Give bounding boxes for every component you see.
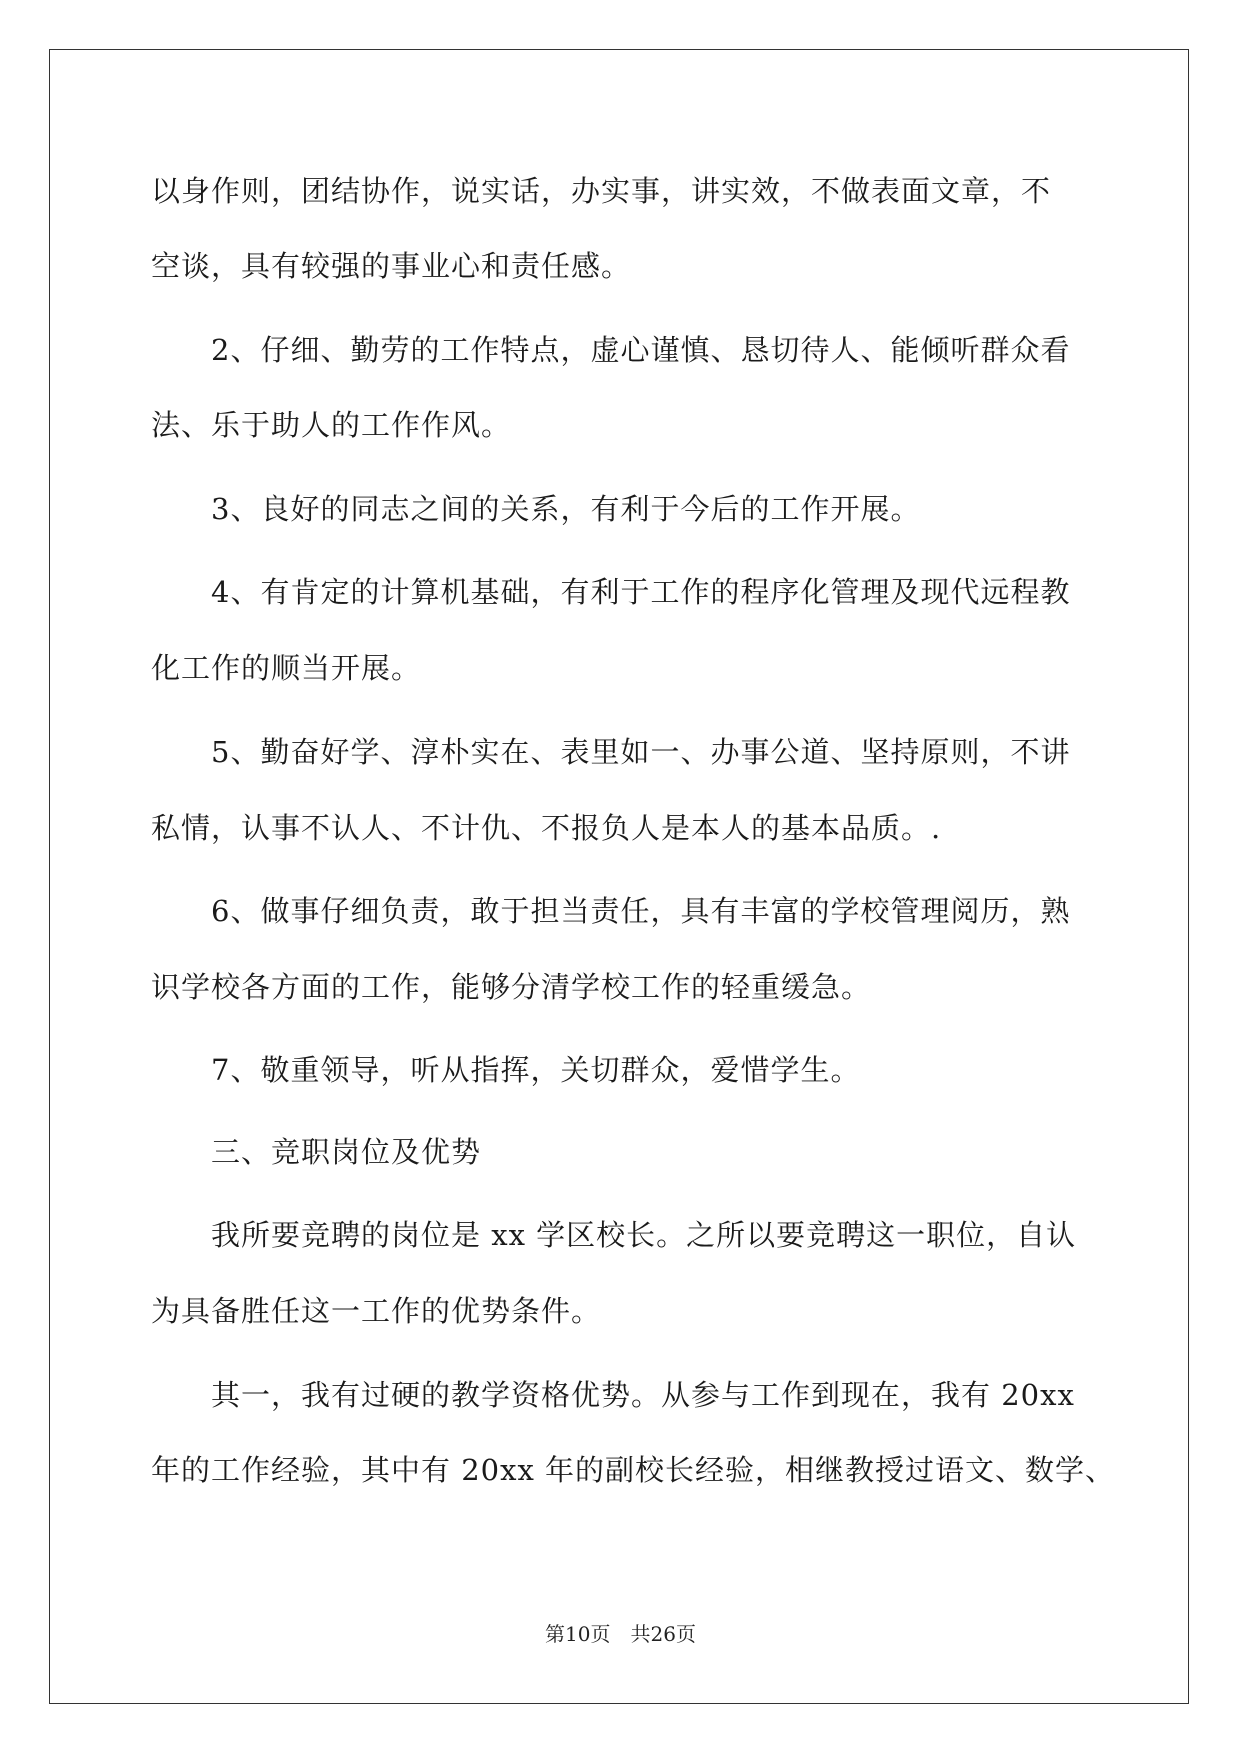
text-line: 我所要竞聘的岗位是 xx 学区校长。之所以要竞聘这一职位，自认 xyxy=(151,1218,1077,1252)
text-line: 化工作的顺当开展。 xyxy=(151,651,422,685)
text-line: 年的工作经验，其中有 20xx 年的副校长经验，相继教授过语文、数学、 xyxy=(151,1453,1116,1487)
text-line: 私情，认事不认人、不计仇、不报负人是本人的基本品质。. xyxy=(151,811,942,845)
text-line: 3、良好的同志之间的关系，有利于今后的工作开展。 xyxy=(151,492,921,526)
text-line: 2、仔细、勤劳的工作特点，虚心谨慎、恳切待人、能倾听群众看 xyxy=(151,333,1071,367)
section-heading: 三、竞职岗位及优势 xyxy=(151,1135,482,1169)
text-line: 法、乐于助人的工作作风。 xyxy=(151,408,512,442)
text-line: 5、勤奋好学、淳朴实在、表里如一、办事公道、坚持原则，不讲 xyxy=(151,735,1071,769)
text-line: 其一，我有过硬的教学资格优势。从参与工作到现在，我有 20xx xyxy=(151,1378,1075,1412)
text-line: 7、敬重领导，听从指挥，关切群众，爱惜学生。 xyxy=(151,1053,861,1087)
page-number-footer: 第10页 共26页 xyxy=(545,1622,696,1646)
text-line: 空谈，具有较强的事业心和责任感。 xyxy=(151,249,632,283)
text-line: 6、做事仔细负责，敢于担当责任，具有丰富的学校管理阅历，熟 xyxy=(151,894,1071,928)
text-line: 识学校各方面的工作，能够分清学校工作的轻重缓急。 xyxy=(151,970,872,1004)
text-line: 为具备胜任这一工作的优势条件。 xyxy=(151,1294,602,1328)
text-line: 以身作则，团结协作，说实话，办实事，讲实效，不做表面文章，不 xyxy=(151,174,1052,208)
text-line: 4、有肯定的计算机基础，有利于工作的程序化管理及现代远程教 xyxy=(151,575,1071,609)
